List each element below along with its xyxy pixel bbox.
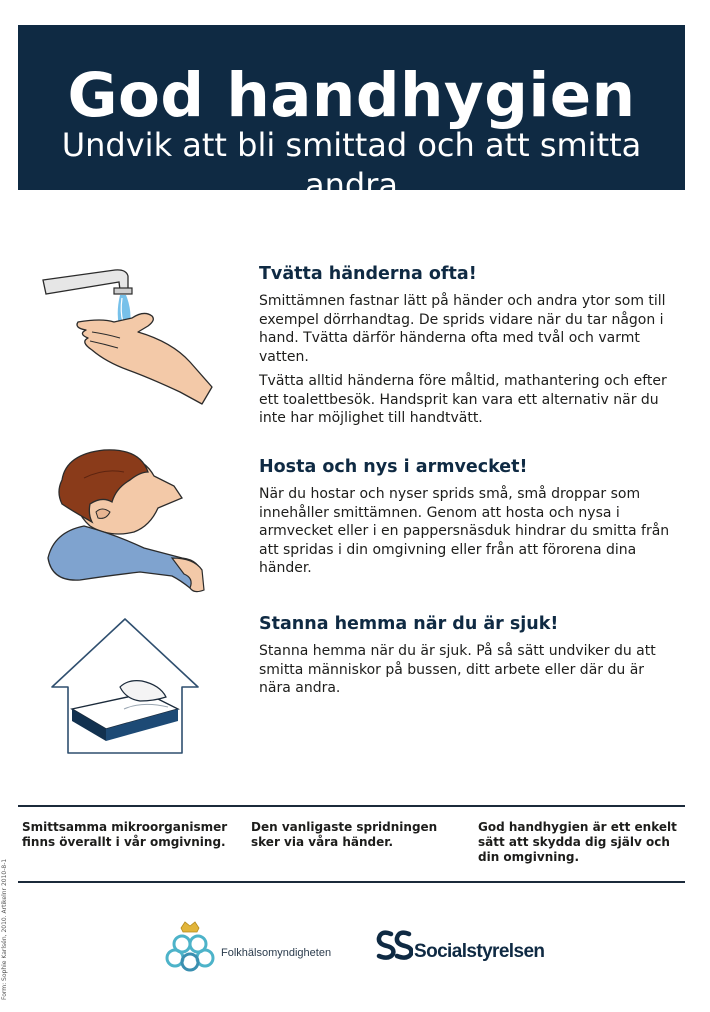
section-cough-sneeze: [259, 455, 679, 584]
credit-note: Form: Sophie Karlsén, 2010. Artikelnr 2010-8-1: [1, 858, 8, 1000]
section-heading: Tvätta händerna ofta!: [259, 264, 477, 284]
footer-column-3: God handhygien är ett enkelt sätt att skydda dig själv och din omgivning.: [478, 820, 677, 864]
footer-divider-bottom: [18, 881, 685, 883]
section-paragraph: Tvätta alltid händerna före måltid, mathantering och efter ett toalettbesök. Handsprit kan vara ett alternativ när du inte har möjlighet till handtvätt.: [259, 373, 667, 426]
page-title: God handhygien: [67, 60, 636, 131]
section-paragraph: Stanna hemma när du är sjuk. På så sätt undviker du att smitta människor på bussen, ditt arbete eller där du är nära andra.: [259, 643, 656, 696]
section-paragraph: När du hostar och nyser sprids små, små droppar som innehåller smittämnen. Genom att hosta och nysa i armvecket eller i en pappersnäsduk hindrar du smitta från att spridas i din omgivning eller från att förorena dina händer.: [259, 486, 670, 576]
section-wash-hands: [259, 262, 679, 434]
folkhalsomyndigheten-logo-icon: [163, 918, 217, 974]
footer-column-1: Smittsamma mikroorganismer finns överallt i vår omgivning.: [22, 820, 228, 849]
page-subtitle: Undvik att bli smittad och att smitta andra: [61, 126, 642, 204]
section-heading: Hosta och nys i armvecket!: [259, 457, 528, 477]
section-paragraph: Smittämnen fastnar lätt på händer och andra ytor som till exempel dörrhandtag. De sprids vidare när du tar någon i hand. Tvätta därför händerna ofta med tvål och varmt vatten.: [259, 293, 666, 365]
section-stay-home: [259, 612, 679, 704]
socialstyrelsen-logo-text: Socialstyrelsen: [414, 941, 545, 962]
section-heading: Stanna hemma när du är sjuk!: [259, 614, 559, 634]
house-with-bed-icon: [50, 617, 200, 757]
footer-column-2: Den vanligaste spridningen sker via våra händer.: [251, 820, 438, 849]
sneeze-in-elbow-icon: [44, 448, 209, 598]
folkhalsomyndigheten-logo-text: Folkhälsomyndigheten: [221, 947, 332, 959]
footer-divider-top: [18, 805, 685, 807]
socialstyrelsen-logo-icon: [375, 928, 413, 962]
hand-washing-icon: [40, 262, 220, 407]
header-banner: [18, 25, 685, 204]
